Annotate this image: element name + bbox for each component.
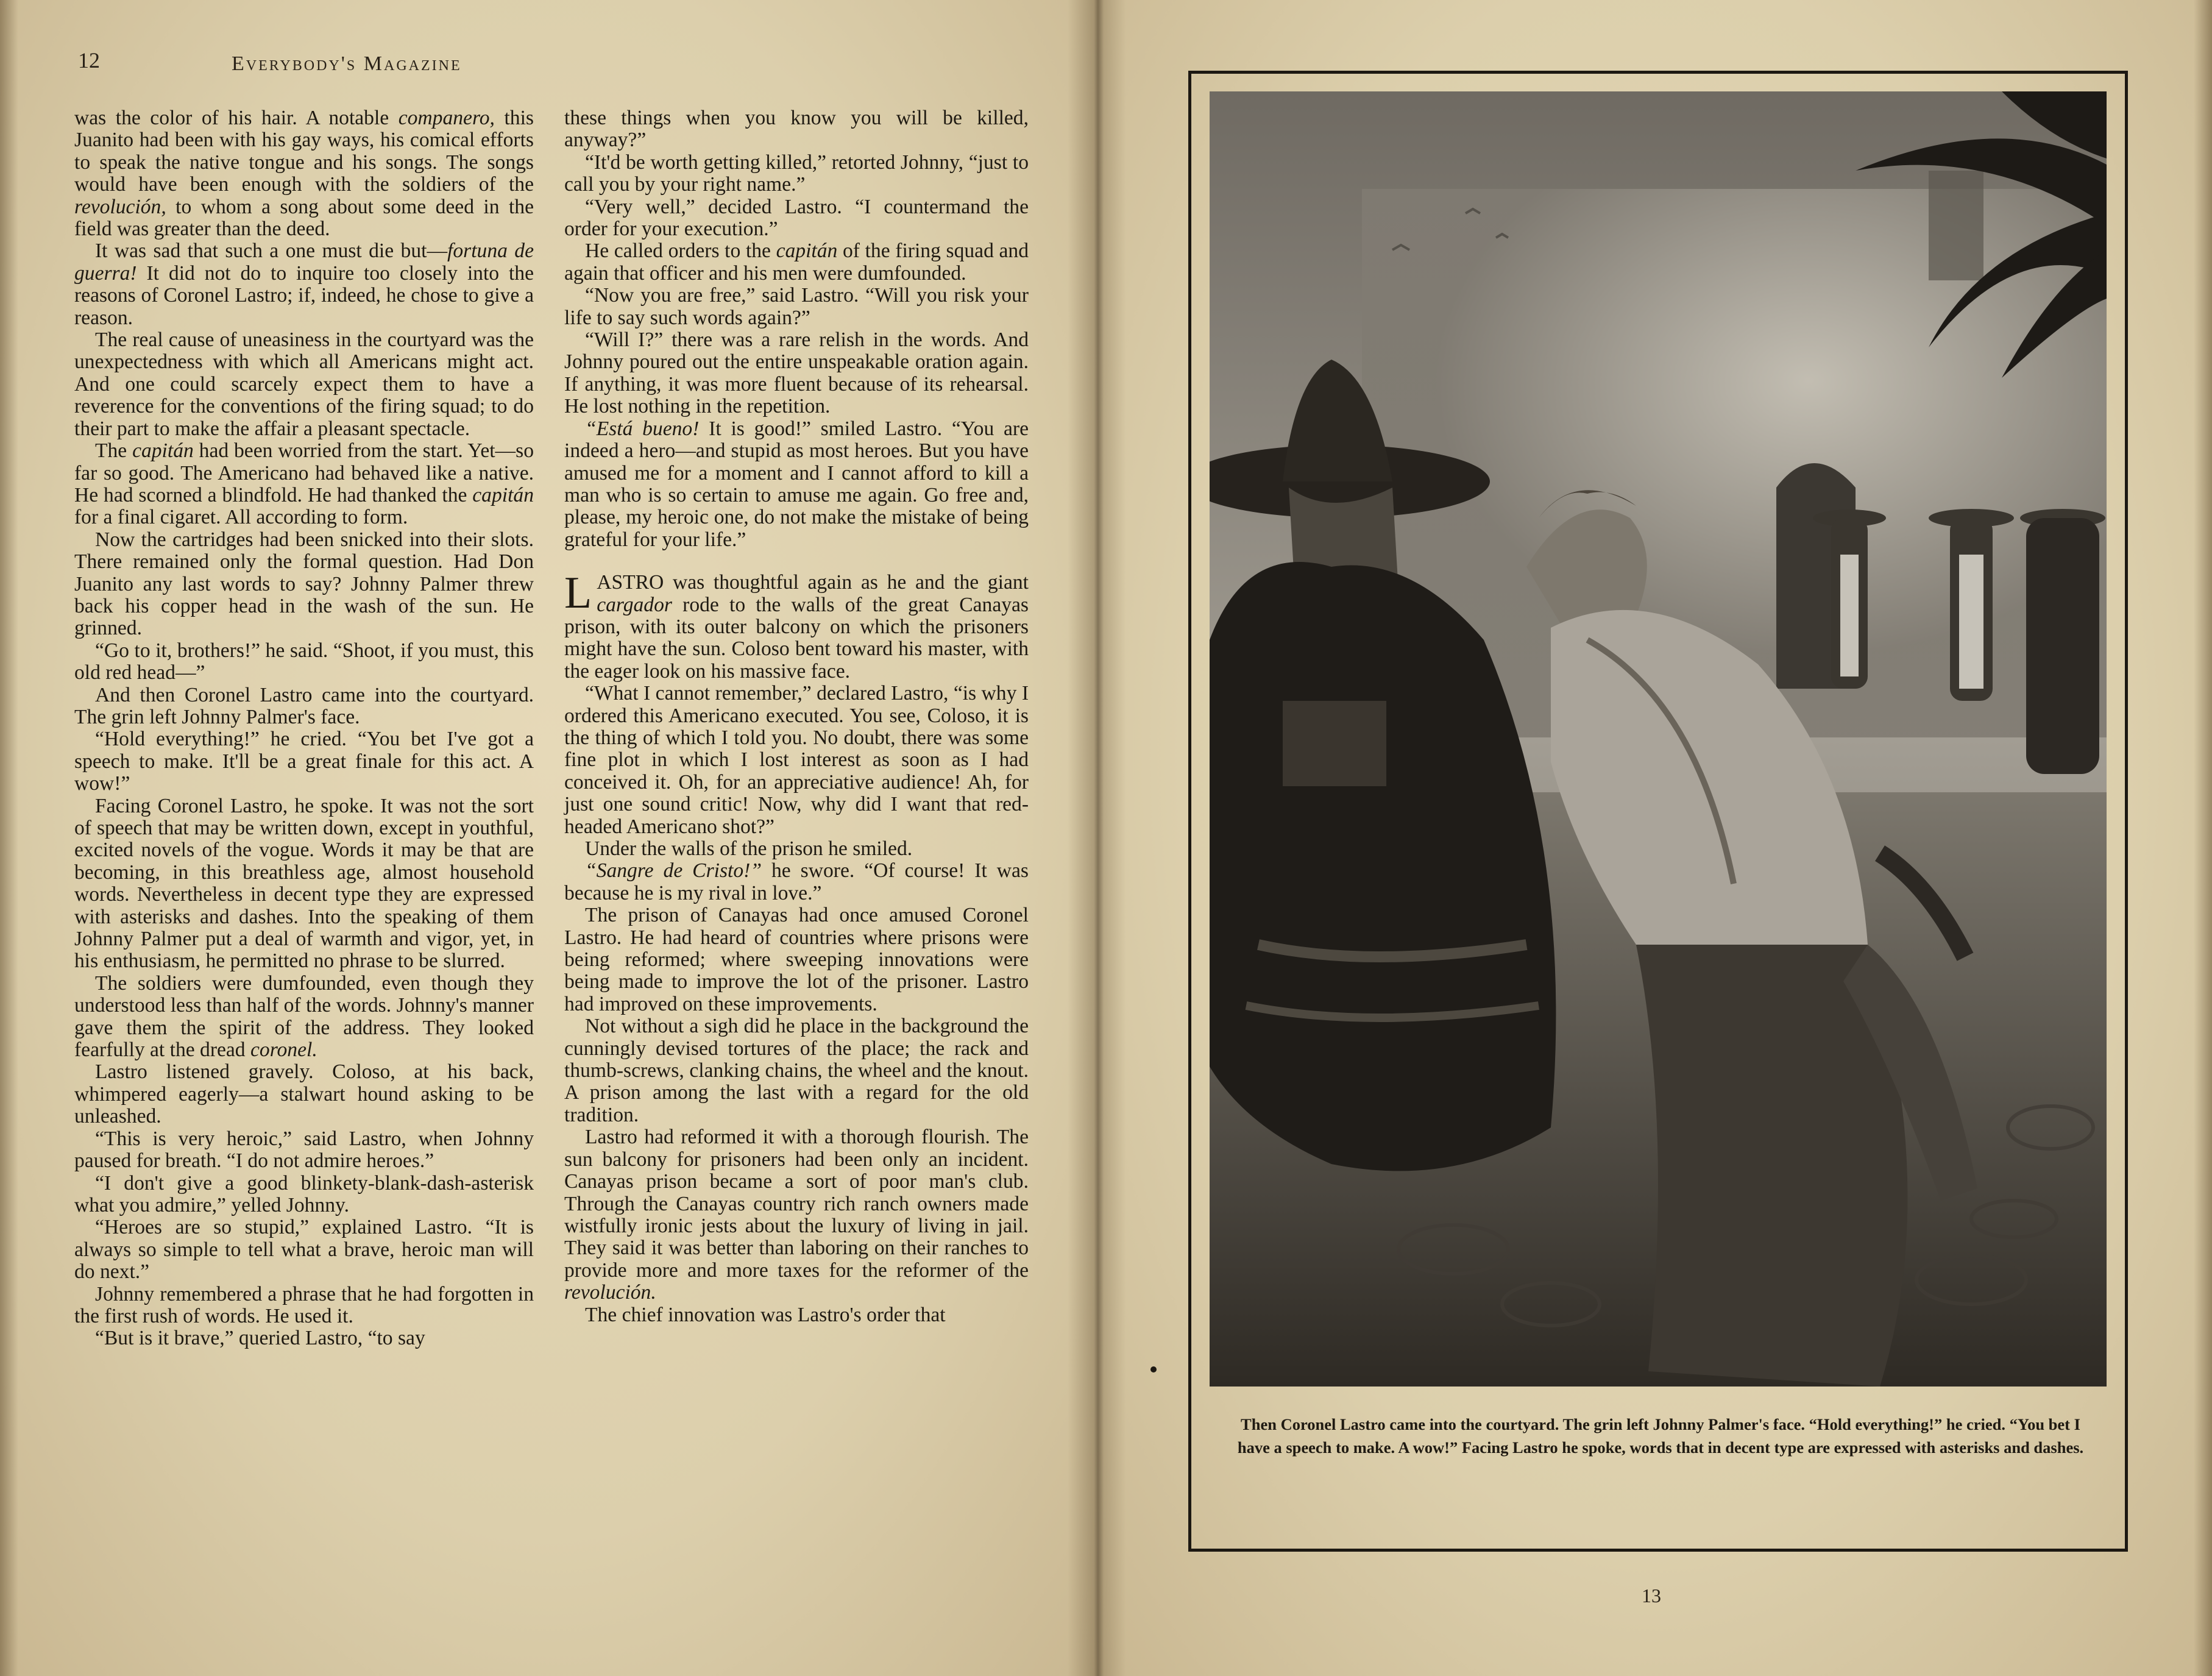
running-head: Everybody's Magazine [232, 52, 462, 75]
paragraph [564, 1126, 1029, 1304]
text-column-left [74, 107, 534, 1350]
paragraph [74, 329, 534, 440]
paragraph [564, 1015, 1029, 1126]
paragraph [74, 1327, 534, 1349]
paragraph [564, 196, 1029, 241]
page-edge-shadow [2194, 0, 2212, 1676]
text-run: “I don't give a good blinkety-blank-dash-asterisk what you admire,” yelled Johnny. [74, 1171, 534, 1216]
binding-gutter [1068, 0, 1126, 1676]
text-run: “It'd be worth getting killed,” retorted Johnny, “just to call you by your right name.” [564, 151, 1029, 196]
text-run: Facing Coronel Lastro, he spoke. It was not the sort of speech that may be written down, except in youthful, excited novels of the vogue. Words it may be that are becoming, in this breathless age, almost household words. Nevertheless in decent type they are expressed with asterisks and dashes. Into the speaking of them Johnny Palmer put a deal of warmth and vigor, yet, in his enthusiasm, he permitted no phrase to be slurred. [74, 794, 534, 973]
text-run: The chief innovation was Lastro's order that [585, 1303, 946, 1326]
text-run: The real cause of uneasiness in the courtyard was the unexpectedness with which all Americans might act. And one could scarcely expect them to have a reverence for the conventions of the firing squad; to do their part to make the affair a pleasant spectacle. [74, 328, 534, 440]
paragraph [74, 1173, 534, 1217]
italic-phrase: cargador [597, 593, 672, 616]
text-run: Now the cartridges had been snicked into their slots. There remained only the formal question. Had Don Juanito any last words to say? Johnny Palmer threw back his copper head in the wash of the sun. He grinned. [74, 528, 534, 640]
text-run: “Will I?” there was a rare relish in the words. And Johnny poured out the entire unspeakable oration again. If anything, it was more fluent because of its rehearsal. He lost nothing in the repetition. [564, 328, 1029, 418]
paragraph [564, 838, 1029, 860]
italic-phrase: fortuna de guerra! [74, 240, 534, 285]
paragraph [564, 683, 1029, 838]
text-run: Under the walls of the prison he smiled. [585, 837, 913, 860]
italic-phrase: capitán [132, 439, 194, 463]
page-number-left: 12 [78, 48, 100, 73]
paragraph [74, 684, 534, 729]
drop-cap: L [564, 568, 592, 619]
text-run: this Juanito had been with his gay ways, his comical efforts to speak the native tongue and his songs. The songs would have been enough with the soldiers of the [74, 107, 534, 196]
text-run: “Very well,” decided Lastro. “I countermand the order for your execution.” [564, 195, 1029, 241]
text-run: And then Coronel Lastro came into the courtyard. The grin left Johnny Palmer's face. [74, 683, 534, 728]
text-run: It is good!” smiled Lastro. “You are indeed a hero—and stupid as most heroes. But you have amused me for a moment and I cannot afford to kill a man who is so certain to amuse me again. Go free and, please, my heroic one, do not make the mistake of being grateful for your life.” [564, 417, 1029, 551]
text-column-right [564, 107, 1029, 1326]
italic-phrase: revolución. [564, 1281, 656, 1304]
illustration-caption: Then Coronel Lastro came into the courtyard. The grin left Johnny Palmer's face. “Hold everything!” he cried. “You bet I have a speech to make. A wow!” Facing Lastro he spoke, words that in decent type are expressed with asterisks and dashes. [1237, 1415, 2084, 1457]
text-run: The [95, 439, 133, 463]
italic-phrase: “Está bueno! [585, 417, 700, 440]
italic-phrase: capitán [472, 483, 534, 506]
paragraph [74, 107, 534, 240]
illustration-drawing [1210, 91, 2107, 1387]
paragraph [74, 440, 534, 529]
italic-phrase: coronel. [250, 1039, 317, 1062]
left-page [0, 0, 1097, 1676]
paragraph [74, 529, 534, 640]
text-run: Lastro listened gravely. Coloso, at his back, whimpered eagerly—a stalwart hound asking to be unleashed. [74, 1060, 534, 1128]
text-run: “Now you are free,” said Lastro. “Will you risk your life to say such words again?” [564, 284, 1029, 329]
illustration [1210, 91, 2107, 1387]
paragraph [74, 1284, 534, 1328]
italic-phrase: “Sangre de Cristo!” [585, 859, 762, 882]
paragraph [74, 973, 534, 1062]
text-run: It did not do to inquire too closely into the reasons of Coronel Lastro; if, indeed, he chose to give a reason. [74, 261, 534, 329]
text-run: “But is it brave,” queried Lastro, “to say [95, 1327, 425, 1350]
text-run: for a final cigaret. All according to form. [74, 506, 408, 529]
paragraph [564, 568, 1029, 683]
paragraph [564, 152, 1029, 196]
text-run: “Heroes are so stupid,” explained Lastro. “It is always so simple to tell what a brave, heroic man will do next.” [74, 1216, 534, 1284]
text-run: “Go to it, brothers!” he said. “Shoot, if you must, this old red head—” [74, 639, 534, 684]
paragraph [564, 240, 1029, 285]
italic-phrase: companero, [398, 107, 495, 129]
text-run: The prison of Canayas had once amused Coronel Lastro. He had heard of countries where prisons were being reformed; where sweeping innovations were being made to improve the lot of the prisoner. Lastro had improved on these improvements. [564, 904, 1029, 1015]
text-run: “What I cannot remember,” declared Lastro, “is why I ordered this Americano executed. You see, Coloso, it is the thing of which I told you. No doubt, there was some fine plot in which I lost interest as soon as I had conceived it. Oh, for an appreciative audience! Ah, for just one sound critic! Now, why did I want that red-headed Americano shot?” [564, 682, 1029, 838]
text-run: He called orders to the [585, 240, 776, 263]
text-run: to whom a song about some deed in the field was greater than the deed. [74, 195, 534, 241]
paragraph [564, 1304, 1029, 1326]
paragraph [564, 285, 1029, 329]
text-run: The soldiers were dumfounded, even though they understood less than half of the words. Johnny's manner gave them the spirit of the address. They looked fearfully at the dread [74, 971, 534, 1062]
text-run: was the color of his hair. A notable [74, 107, 399, 129]
text-run: of the firing squad and again that officer and his men were dumfounded. [564, 240, 1029, 285]
text-run: “This is very heroic,” said Lastro, when Johnny paused for breath. “I do not admire heroes.” [74, 1127, 534, 1173]
text-run: Lastro had reformed it with a thorough flourish. The sun balcony for prisoners had been only an incident. Canayas prison became a sort of poor man's club. Through the Canayas country rich ranch owners made wistfully ironic jests about the luxury of living in jail. They said it was better than laboring on their ranches to provide more and more taxes for the reformer of the [564, 1126, 1029, 1282]
text-run: rode to the walls of the great Canayas prison, with its outer balcony on which the prisoners might have the sun. Coloso bent toward his master, with the eager look on his massive face. [564, 593, 1029, 683]
paragraph [74, 1061, 534, 1127]
paragraph [564, 860, 1029, 904]
page-edge-shadow [0, 0, 18, 1676]
paragraph [74, 795, 534, 973]
italic-phrase: revolución, [74, 195, 166, 218]
text-run: had been worried from the start. Yet—so far so good. The Americano had behaved like a native. He had scorned a blindfold. He had thanked the [74, 439, 534, 506]
paragraph [564, 418, 1029, 551]
paragraph [74, 1128, 534, 1173]
text-run: “Hold everything!” he cried. “You bet I've got a speech to make. It'll be a great finale for this act. A wow!” [74, 728, 534, 795]
paragraph [564, 329, 1029, 418]
printers-mark [1150, 1366, 1157, 1372]
paragraph [74, 1216, 534, 1283]
paragraph [74, 240, 534, 329]
page-number-right: 13 [1642, 1585, 1661, 1607]
text-run: It was sad that such a one must die but— [95, 240, 448, 263]
section-break [564, 551, 1029, 572]
paragraph [564, 904, 1029, 1015]
text-run: ASTRO was thoughtful again as he and the giant [597, 571, 1029, 594]
italic-phrase: capitán [776, 240, 838, 263]
text-run: these things when you know you will be killed, anyway?” [564, 107, 1029, 152]
text-run: Johnny remembered a phrase that he had forgotten in the first rush of words. He used it. [74, 1282, 534, 1327]
text-run: he swore. “Of course! It was because he is my rival in love.” [564, 859, 1029, 904]
text-run: Not without a sigh did he place in the background the cunningly devised tortures of the place; the rack and thumb-screws, clanking chains, the wheel and the knout. A prison among the last with a regard for the old tradition. [564, 1015, 1029, 1126]
paragraph [74, 728, 534, 795]
paragraph [74, 640, 534, 684]
paragraph [564, 107, 1029, 152]
